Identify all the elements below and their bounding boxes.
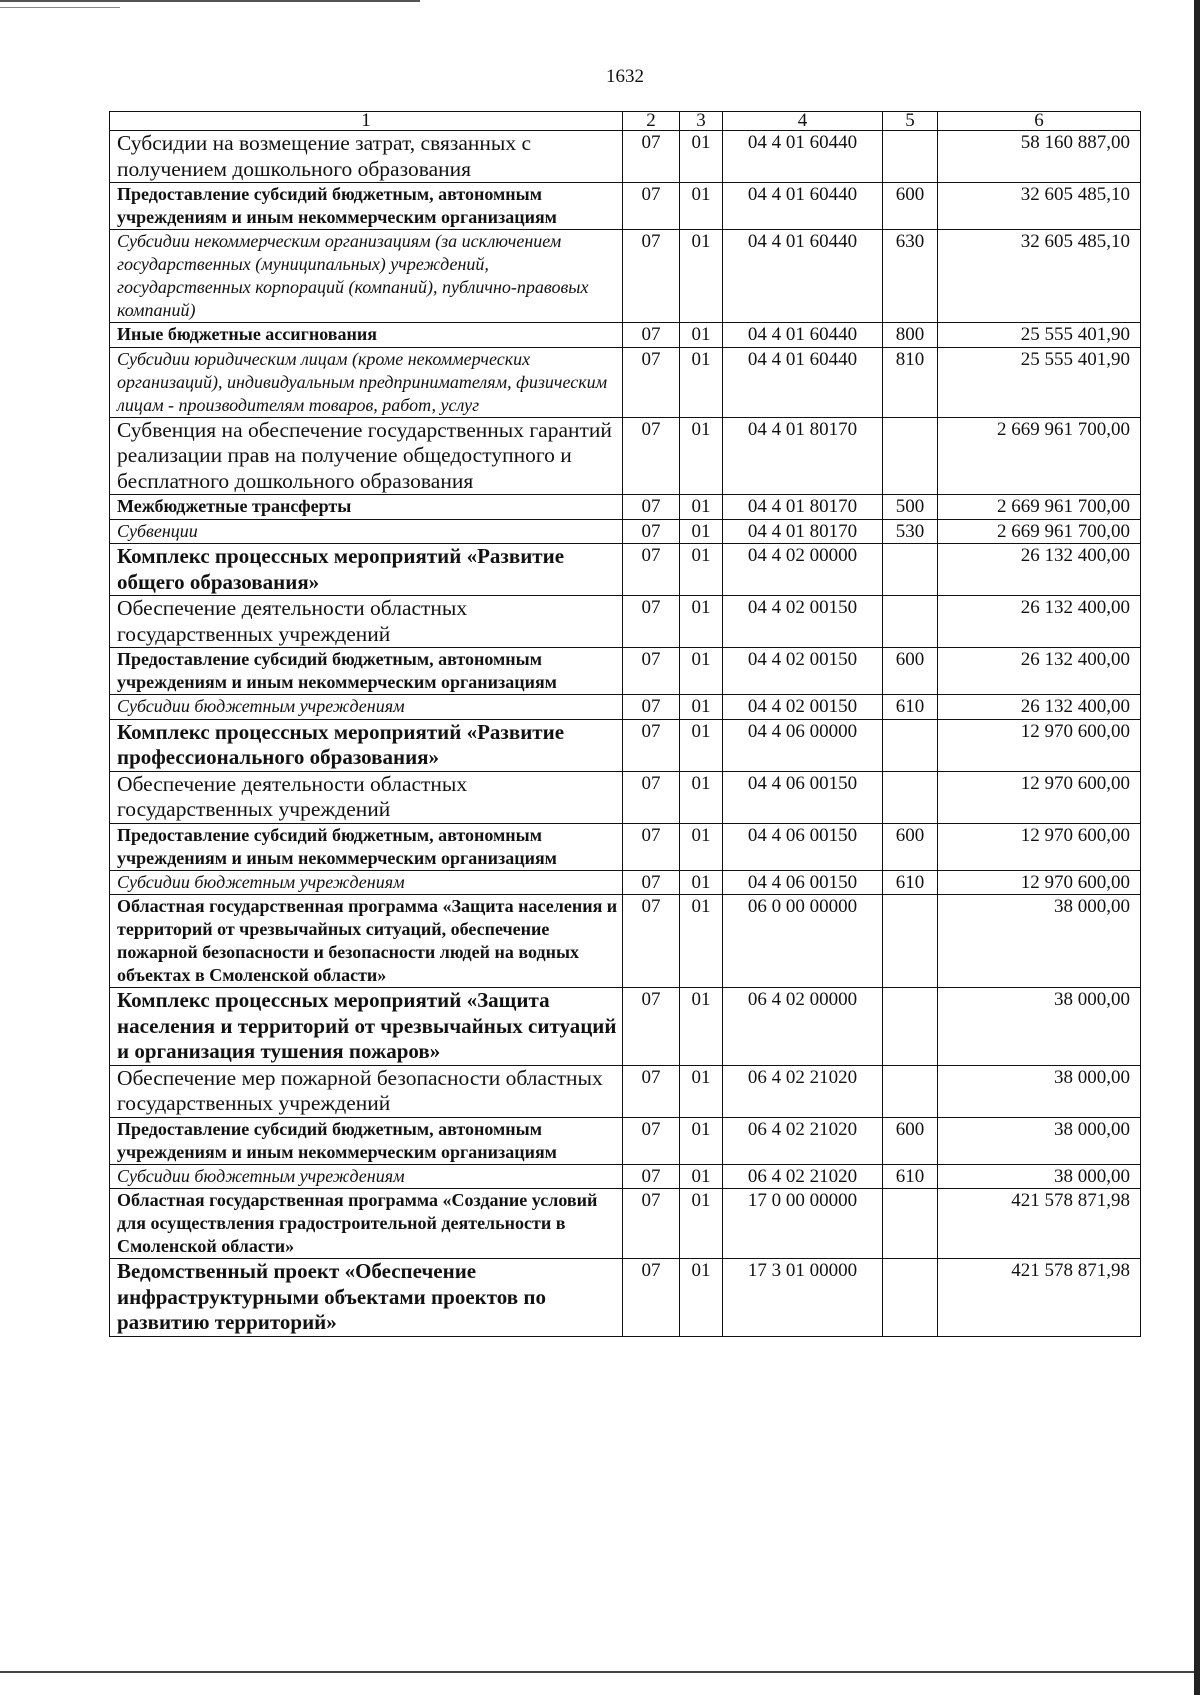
row-target-article-cell: 04 4 01 60440 [723, 131, 883, 183]
row-section-cell: 07 [623, 695, 680, 720]
row-section-cell: 07 [623, 417, 680, 495]
row-target-article-cell: 04 4 06 00150 [723, 870, 883, 895]
table-row [110, 895, 1141, 988]
row-subsection-cell: 01 [680, 870, 723, 895]
row-section-cell: 07 [623, 596, 680, 648]
row-name-cell: Субсидии некоммерческим организациям (за исключением государственных (муниципальных) учреждений, государственных корпораций (компаний), публично-правовых компаний) [110, 230, 623, 323]
row-expense-type-cell [883, 988, 938, 1066]
row-expense-type-cell: 600 [883, 1117, 938, 1164]
row-expense-type-cell [883, 131, 938, 183]
table-row [110, 544, 1141, 596]
row-section-cell: 07 [623, 1189, 680, 1259]
row-amount-cell: 38 000,00 [938, 988, 1141, 1066]
row-subsection-cell: 01 [680, 323, 723, 348]
row-amount-cell: 26 132 400,00 [938, 596, 1141, 648]
table-row [110, 323, 1141, 348]
row-section-cell: 07 [623, 823, 680, 870]
row-subsection-cell: 01 [680, 1117, 723, 1164]
row-subsection-cell: 01 [680, 131, 723, 183]
row-target-article-cell: 06 4 02 21020 [723, 1065, 883, 1117]
row-name-cell: Межбюджетные трансферты [110, 495, 623, 520]
scan-edge-bottom [0, 1671, 1194, 1673]
header-cell-5: 5 [883, 112, 938, 131]
row-expense-type-cell [883, 895, 938, 988]
row-section-cell: 07 [623, 347, 680, 417]
row-amount-cell: 2 669 961 700,00 [938, 495, 1141, 520]
row-target-article-cell: 04 4 02 00150 [723, 648, 883, 695]
row-subsection-cell: 01 [680, 695, 723, 720]
page-number: 1632 [606, 66, 644, 87]
row-section-cell: 07 [623, 131, 680, 183]
row-expense-type-cell [883, 417, 938, 495]
row-subsection-cell: 01 [680, 771, 723, 823]
table-row [110, 417, 1141, 495]
row-target-article-cell: 04 4 01 60440 [723, 183, 883, 230]
row-expense-type-cell: 600 [883, 183, 938, 230]
row-expense-type-cell: 500 [883, 495, 938, 520]
row-name-cell: Обеспечение деятельности областных государственных учреждений [110, 771, 623, 823]
row-expense-type-cell [883, 1259, 938, 1337]
table-row [110, 1164, 1141, 1189]
row-subsection-cell: 01 [680, 519, 723, 544]
row-name-cell: Ведомственный проект «Обеспечение инфраструктурными объектами проектов по развитию территорий» [110, 1259, 623, 1337]
row-amount-cell: 38 000,00 [938, 1117, 1141, 1164]
row-section-cell: 07 [623, 1164, 680, 1189]
row-name-cell: Комплекс процессных мероприятий «Развитие профессионального образования» [110, 719, 623, 771]
row-section-cell: 07 [623, 719, 680, 771]
table-row [110, 183, 1141, 230]
row-amount-cell: 38 000,00 [938, 1065, 1141, 1117]
row-expense-type-cell: 800 [883, 323, 938, 348]
row-name-cell: Субсидии юридическим лицам (кроме некоммерческих организаций), индивидуальным предпринимателям, физическим лицам - производителям товаров, работ, услуг [110, 347, 623, 417]
row-name-cell: Областная государственная программа «Защита населения и территорий от чрезвычайных ситуаций, обеспечение пожарной безопасности и безопасности людей на водных объектах в Смоленской области» [110, 895, 623, 988]
row-target-article-cell: 04 4 06 00150 [723, 823, 883, 870]
row-subsection-cell: 01 [680, 1164, 723, 1189]
row-target-article-cell: 04 4 02 00000 [723, 544, 883, 596]
row-amount-cell: 12 970 600,00 [938, 771, 1141, 823]
row-name-cell: Субсидии бюджетным учреждениям [110, 1164, 623, 1189]
row-name-cell: Предоставление субсидий бюджетным, автономным учреждениям и иным некоммерческим организациям [110, 648, 623, 695]
table-row [110, 719, 1141, 771]
table-row [110, 823, 1141, 870]
header-cell-3: 3 [680, 112, 723, 131]
row-section-cell: 07 [623, 895, 680, 988]
table-row [110, 1117, 1141, 1164]
row-subsection-cell: 01 [680, 417, 723, 495]
row-subsection-cell: 01 [680, 230, 723, 323]
budget-table [109, 111, 1141, 1337]
row-target-article-cell: 04 4 06 00150 [723, 771, 883, 823]
header-cell-2: 2 [623, 112, 680, 131]
row-subsection-cell: 01 [680, 823, 723, 870]
row-name-cell: Предоставление субсидий бюджетным, автономным учреждениям и иным некоммерческим организациям [110, 823, 623, 870]
scan-artifact-top [0, 0, 420, 2]
row-name-cell: Предоставление субсидий бюджетным, автономным учреждениям и иным некоммерческим организациям [110, 183, 623, 230]
row-subsection-cell: 01 [680, 895, 723, 988]
row-target-article-cell: 06 4 02 00000 [723, 988, 883, 1066]
row-name-cell: Субсидии бюджетным учреждениям [110, 870, 623, 895]
row-subsection-cell: 01 [680, 1065, 723, 1117]
table-row [110, 1189, 1141, 1259]
row-amount-cell: 12 970 600,00 [938, 870, 1141, 895]
table-row [110, 347, 1141, 417]
row-amount-cell: 38 000,00 [938, 895, 1141, 988]
row-expense-type-cell [883, 1189, 938, 1259]
row-amount-cell: 421 578 871,98 [938, 1189, 1141, 1259]
table-row [110, 1259, 1141, 1337]
row-section-cell: 07 [623, 1117, 680, 1164]
row-target-article-cell: 17 3 01 00000 [723, 1259, 883, 1337]
row-expense-type-cell [883, 1065, 938, 1117]
row-name-cell: Предоставление субсидий бюджетным, автономным учреждениям и иным некоммерческим организациям [110, 1117, 623, 1164]
table-row [110, 519, 1141, 544]
row-section-cell: 07 [623, 648, 680, 695]
row-expense-type-cell: 630 [883, 230, 938, 323]
row-expense-type-cell [883, 596, 938, 648]
row-subsection-cell: 01 [680, 1259, 723, 1337]
row-expense-type-cell: 610 [883, 870, 938, 895]
row-expense-type-cell [883, 544, 938, 596]
row-target-article-cell: 04 4 01 80170 [723, 417, 883, 495]
row-subsection-cell: 01 [680, 1189, 723, 1259]
row-subsection-cell: 01 [680, 183, 723, 230]
row-expense-type-cell: 810 [883, 347, 938, 417]
row-subsection-cell: 01 [680, 648, 723, 695]
row-section-cell: 07 [623, 988, 680, 1066]
row-section-cell: 07 [623, 495, 680, 520]
row-name-cell: Комплекс процессных мероприятий «Развитие общего образования» [110, 544, 623, 596]
row-section-cell: 07 [623, 870, 680, 895]
row-target-article-cell: 06 4 02 21020 [723, 1164, 883, 1189]
table-row [110, 988, 1141, 1066]
row-target-article-cell: 04 4 01 60440 [723, 347, 883, 417]
row-target-article-cell: 17 0 00 00000 [723, 1189, 883, 1259]
row-amount-cell: 25 555 401,90 [938, 323, 1141, 348]
row-amount-cell: 32 605 485,10 [938, 183, 1141, 230]
header-cell-6: 6 [938, 112, 1141, 131]
row-amount-cell: 38 000,00 [938, 1164, 1141, 1189]
row-section-cell: 07 [623, 1065, 680, 1117]
table-row [110, 648, 1141, 695]
row-section-cell: 07 [623, 519, 680, 544]
row-target-article-cell: 04 4 02 00150 [723, 695, 883, 720]
row-target-article-cell: 04 4 02 00150 [723, 596, 883, 648]
table-row [110, 230, 1141, 323]
row-section-cell: 07 [623, 771, 680, 823]
row-name-cell: Комплекс процессных мероприятий «Защита населения и территорий от чрезвычайных ситуаций и организация тушения пожаров» [110, 988, 623, 1066]
row-section-cell: 07 [623, 230, 680, 323]
row-amount-cell: 26 132 400,00 [938, 648, 1141, 695]
row-expense-type-cell: 600 [883, 823, 938, 870]
row-name-cell: Обеспечение мер пожарной безопасности областных государственных учреждений [110, 1065, 623, 1117]
row-expense-type-cell: 530 [883, 519, 938, 544]
row-subsection-cell: 01 [680, 544, 723, 596]
row-target-article-cell: 04 4 06 00000 [723, 719, 883, 771]
row-amount-cell: 2 669 961 700,00 [938, 417, 1141, 495]
scan-edge-right [1194, 0, 1200, 1695]
header-cell-1: 1 [110, 112, 623, 131]
table-row [110, 131, 1141, 183]
row-subsection-cell: 01 [680, 347, 723, 417]
row-name-cell: Субсидии бюджетным учреждениям [110, 695, 623, 720]
row-expense-type-cell: 600 [883, 648, 938, 695]
row-amount-cell: 2 669 961 700,00 [938, 519, 1141, 544]
row-section-cell: 07 [623, 183, 680, 230]
row-target-article-cell: 04 4 01 80170 [723, 519, 883, 544]
row-amount-cell: 12 970 600,00 [938, 823, 1141, 870]
row-expense-type-cell: 610 [883, 1164, 938, 1189]
row-expense-type-cell: 610 [883, 695, 938, 720]
table-row [110, 1065, 1141, 1117]
row-name-cell: Областная государственная программа «Создание условий для осуществления градостроительной деятельности в Смоленской области» [110, 1189, 623, 1259]
header-cell-4: 4 [723, 112, 883, 131]
row-amount-cell: 26 132 400,00 [938, 695, 1141, 720]
row-target-article-cell: 06 4 02 21020 [723, 1117, 883, 1164]
row-expense-type-cell [883, 771, 938, 823]
table-row [110, 495, 1141, 520]
row-amount-cell: 25 555 401,90 [938, 347, 1141, 417]
table-row [110, 596, 1141, 648]
row-subsection-cell: 01 [680, 596, 723, 648]
table-header-row [110, 112, 1141, 131]
scan-artifact-top-thin [0, 7, 120, 8]
row-amount-cell: 32 605 485,10 [938, 230, 1141, 323]
table-row [110, 870, 1141, 895]
row-section-cell: 07 [623, 544, 680, 596]
row-subsection-cell: 01 [680, 495, 723, 520]
row-section-cell: 07 [623, 1259, 680, 1337]
row-target-article-cell: 06 0 00 00000 [723, 895, 883, 988]
row-amount-cell: 58 160 887,00 [938, 131, 1141, 183]
row-name-cell: Иные бюджетные ассигнования [110, 323, 623, 348]
row-amount-cell: 12 970 600,00 [938, 719, 1141, 771]
row-amount-cell: 421 578 871,98 [938, 1259, 1141, 1337]
row-name-cell: Субсидии на возмещение затрат, связанных с получением дошкольного образования [110, 131, 623, 183]
row-name-cell: Субвенция на обеспечение государственных гарантий реализации прав на получение общедоступного и бесплатного дошкольного образования [110, 417, 623, 495]
table-row [110, 771, 1141, 823]
row-section-cell: 07 [623, 323, 680, 348]
row-target-article-cell: 04 4 01 60440 [723, 323, 883, 348]
row-name-cell: Субвенции [110, 519, 623, 544]
row-subsection-cell: 01 [680, 719, 723, 771]
row-target-article-cell: 04 4 01 80170 [723, 495, 883, 520]
row-subsection-cell: 01 [680, 988, 723, 1066]
row-expense-type-cell [883, 719, 938, 771]
row-amount-cell: 26 132 400,00 [938, 544, 1141, 596]
table-row [110, 695, 1141, 720]
row-target-article-cell: 04 4 01 60440 [723, 230, 883, 323]
row-name-cell: Обеспечение деятельности областных государственных учреждений [110, 596, 623, 648]
